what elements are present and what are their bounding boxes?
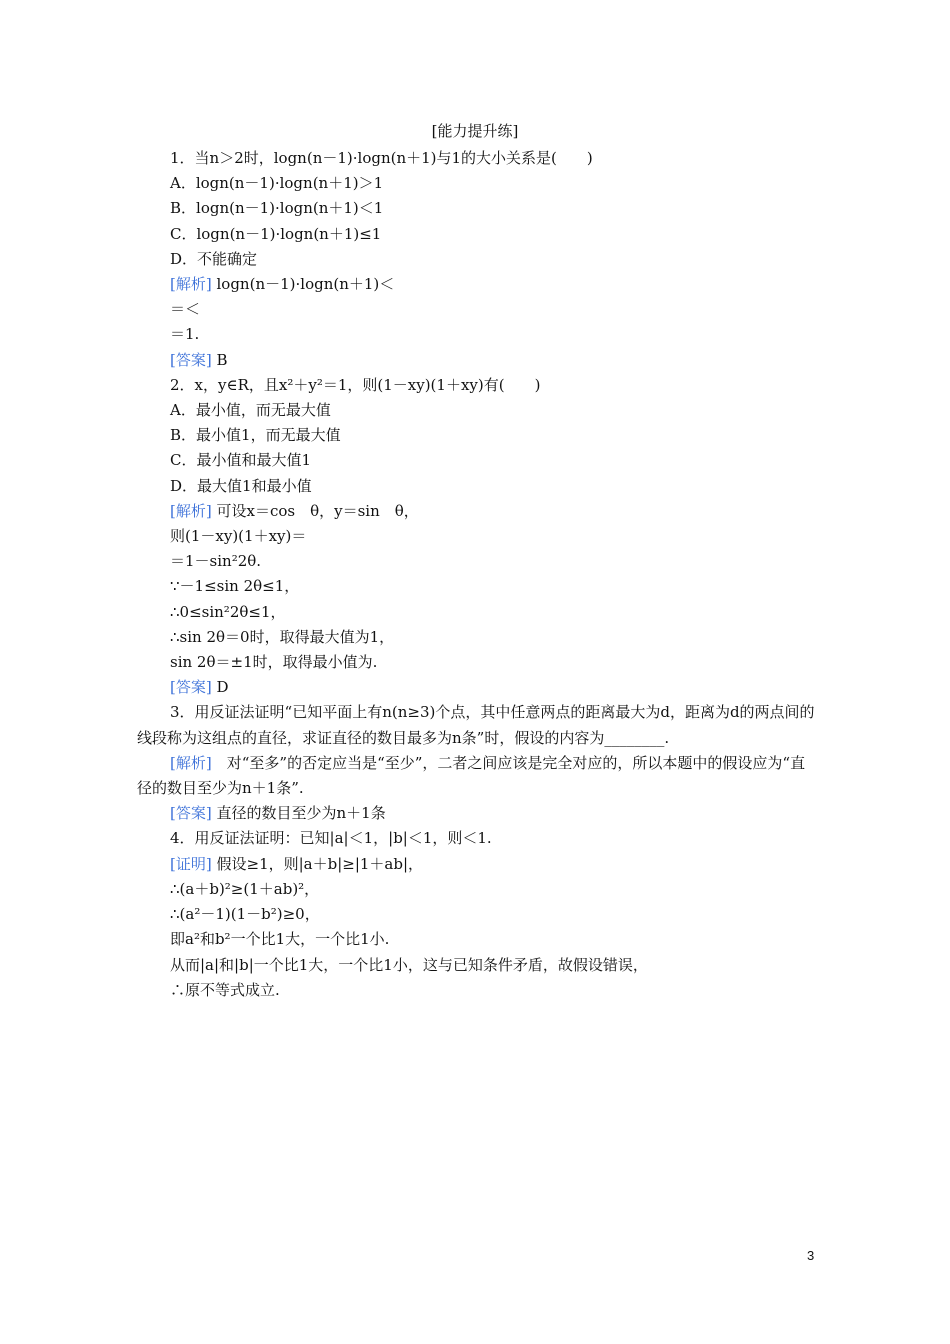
q2-option-d: D．最大值1和最小值 bbox=[170, 476, 312, 495]
q2-answer: D bbox=[216, 678, 229, 697]
answer-tag: [答案] bbox=[170, 350, 212, 369]
analysis-tag: [解析] bbox=[170, 753, 212, 772]
q1-stem: 1．当n＞2时，logn(n－1)·logn(n＋1)与1的大小关系是( ) bbox=[170, 149, 593, 167]
proof-tag: [证明] bbox=[170, 854, 212, 873]
q4-stem: 4．用反证法证明：已知|a|＜1，|b|＜1，则＜1. bbox=[170, 829, 492, 848]
q1-answer: B bbox=[216, 350, 228, 369]
q2-option-a: A．最小值，而无最大值 bbox=[170, 401, 331, 420]
q2-analysis-line: ∴0≤sin²2θ≤1， bbox=[170, 602, 286, 621]
analysis-tag: [解析] bbox=[170, 275, 212, 294]
q1-option-c: C．logn(n－1)·logn(n＋1)≤1 bbox=[170, 224, 382, 243]
q3-answer-line bbox=[137, 801, 820, 826]
q1-option-a: A．logn(n－1)·logn(n＋1)＞1 bbox=[170, 174, 384, 193]
document-body bbox=[137, 146, 820, 1003]
q3-stem: 3．用反证法证明“已知平面上有n(n≥3)个点，其中任意两点的距离最大为d，距离为d的两点间的线段称为这组点的直径，求证直径的数目最多为n条”时，假设的内容为________. bbox=[137, 703, 815, 747]
q2-answer-line bbox=[137, 675, 820, 700]
q2-option-b: B．最小值1，而无最大值 bbox=[170, 426, 341, 445]
q2-analysis-line: ∴sin 2θ＝0时，取得最大值为1， bbox=[170, 627, 395, 646]
q4-proof-line: ∴(a＋b)²≥(1＋ab)²， bbox=[170, 879, 320, 898]
q2-analysis-line: ∵－1≤sin 2θ≤1， bbox=[170, 577, 300, 596]
q2-analysis-text: 可设x＝cos θ，y＝sin θ， bbox=[216, 501, 419, 520]
answer-tag: [答案] bbox=[170, 804, 212, 823]
q2-stem: 2．x，y∈R，且x²＋y²＝1，则(1－xy)(1＋xy)有( ) bbox=[170, 375, 541, 394]
q1-analysis-line bbox=[137, 272, 820, 297]
section-title: [能力提升练] bbox=[431, 122, 519, 140]
answer-tag: [答案] bbox=[170, 678, 212, 697]
q1-option-b: B．logn(n－1)·logn(n＋1)＜1 bbox=[170, 199, 384, 218]
analysis-tag: [解析] bbox=[170, 501, 212, 520]
q4-proof-line: ∴(a²－1)(1－b²)≥0， bbox=[170, 905, 320, 924]
q4-proof-line bbox=[137, 852, 820, 877]
q1-analysis-line: ＝＜ bbox=[170, 300, 201, 319]
q2-analysis-line bbox=[137, 499, 820, 524]
q4-proof-text: 假设≥1，则|a＋b|≥|1＋ab|， bbox=[216, 854, 424, 873]
q2-analysis-line: 则(1－xy)(1＋xy)＝ bbox=[170, 527, 307, 546]
q2-analysis-line: ＝1－sin²2θ. bbox=[170, 552, 262, 571]
q3-answer: 直径的数目至少为n＋1条 bbox=[216, 804, 386, 823]
q3-analysis-line bbox=[137, 751, 820, 801]
q3-analysis-text: 对“至多”的否定应当是“至少”，二者之间应该是完全对应的，所以本题中的假设应为“直径的数目至少为n＋1条”. bbox=[137, 753, 806, 798]
q1-option-d: D．不能确定 bbox=[170, 249, 258, 268]
q1-analysis-text: logn(n－1)·logn(n＋1)＜ bbox=[216, 275, 395, 294]
q2-analysis-line: sin 2θ＝±1时，取得最小值为. bbox=[170, 653, 378, 672]
page-number: 3 bbox=[807, 1248, 815, 1263]
q4-proof-line: ∴原不等式成立. bbox=[170, 980, 280, 999]
q1-answer-line bbox=[137, 348, 820, 373]
q4-proof-line: 从而|a|和|b|一个比1大，一个比1小，这与已知条件矛盾，故假设错误， bbox=[170, 955, 648, 974]
q1-analysis-line: ＝1. bbox=[170, 325, 200, 344]
q2-option-c: C．最小值和最大值1 bbox=[170, 451, 312, 470]
q4-proof-line: 即a²和b²一个比1大，一个比1小. bbox=[170, 930, 390, 949]
